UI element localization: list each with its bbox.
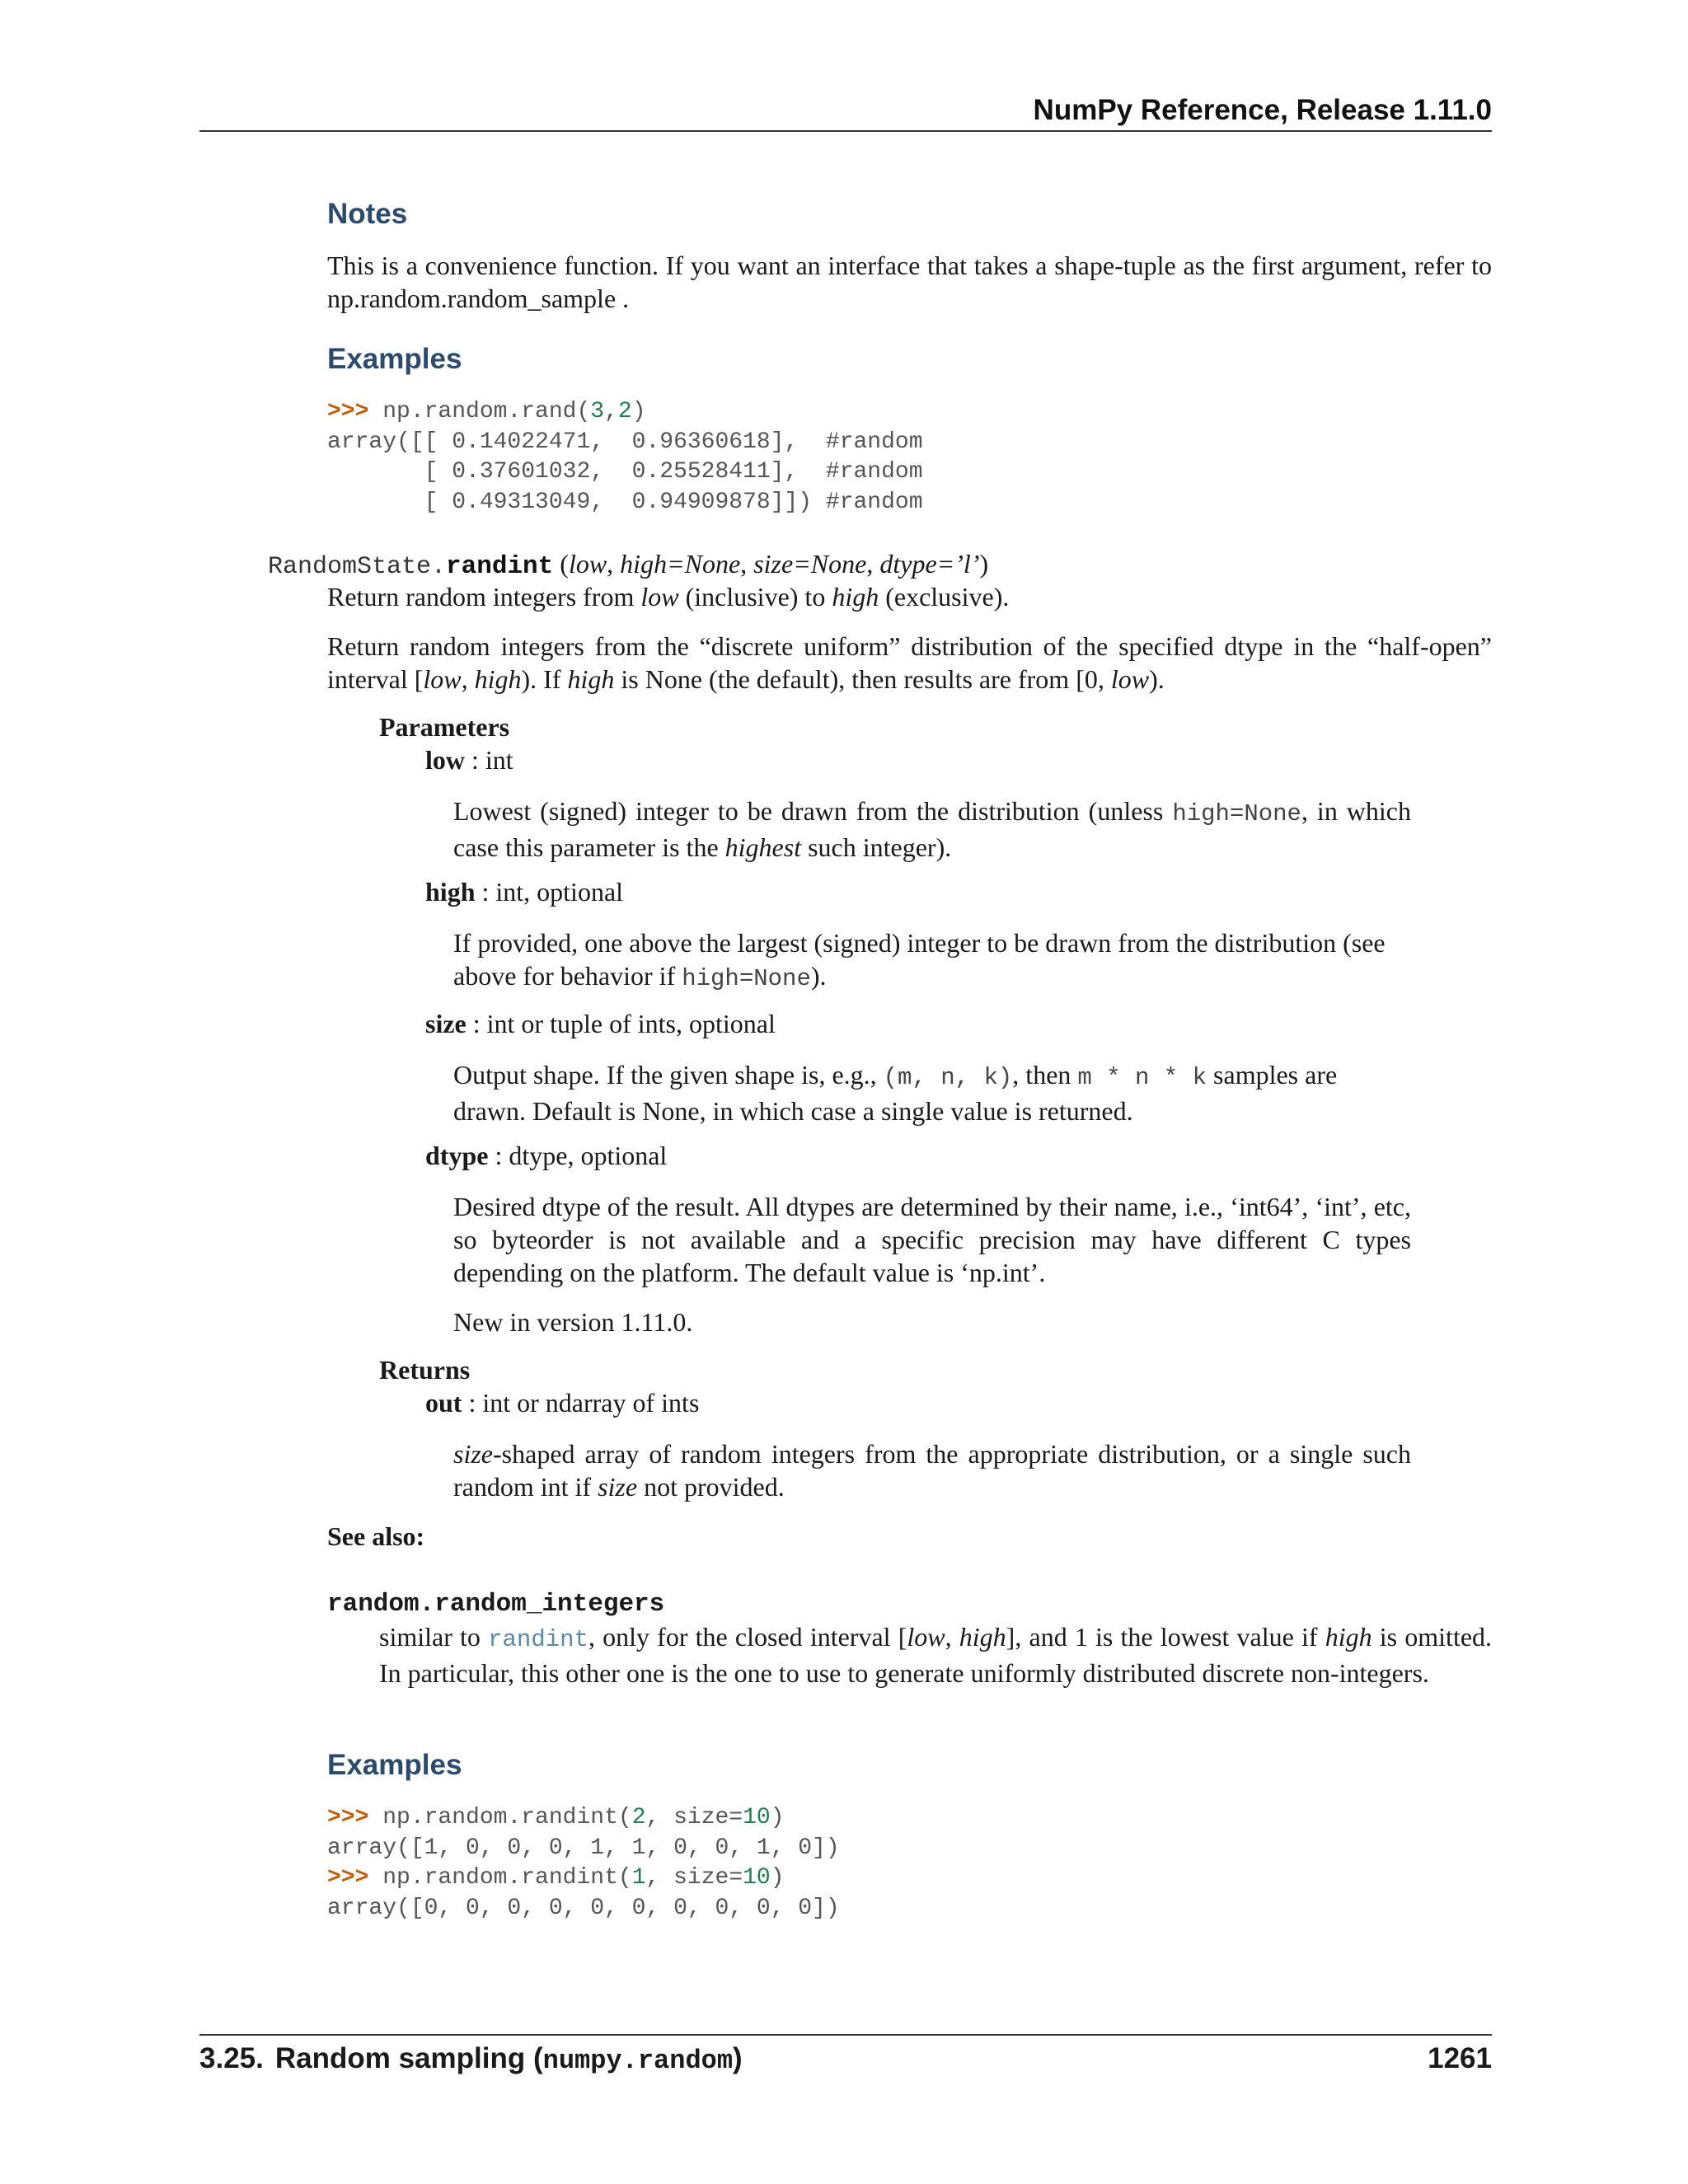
code-text: , size= [645, 1805, 743, 1830]
code-text: , size= [645, 1865, 743, 1891]
text-em: highest [724, 832, 802, 862]
param-name: low [425, 745, 465, 775]
code-text: ) [770, 1805, 785, 1830]
text: Return random integers from [327, 582, 641, 612]
text-em: high [567, 664, 615, 694]
examples-heading: Examples [327, 343, 462, 375]
running-header [199, 89, 1492, 132]
param-type: : int, optional [475, 877, 624, 907]
text-em: low [1110, 664, 1150, 694]
notes-text: This is a convenience function. If you want an interface that takes a shape-tuple as the first argument, refer to np.random.random_sample . [327, 251, 1492, 313]
summary-text [327, 580, 1009, 613]
code-text: ) [770, 1865, 785, 1891]
version-note: New in version 1.11.0. [453, 1307, 693, 1337]
code-text: ) [631, 399, 646, 424]
param-type: : int [465, 745, 513, 775]
text: such integer). [801, 832, 952, 862]
text-em: size [453, 1439, 493, 1469]
text: , only for the closed interval [ [588, 1622, 907, 1652]
text: samples are drawn. Default is None, in which case a single value is returned. [453, 1060, 1338, 1126]
text: , then [1012, 1060, 1078, 1090]
code-prompt: >>> [327, 399, 369, 424]
code-text: np.random.rand( [368, 399, 591, 424]
code-line: array([0, 0, 0, 0, 0, 0, 0, 0, 0, 0]) [327, 1895, 840, 1921]
text: , in which case this parameter is the [453, 796, 1412, 862]
param-low-desc [453, 794, 1411, 864]
code-number: 3 [590, 399, 605, 424]
code-text: np.random.randint( [368, 1865, 632, 1891]
text: Output shape. If the given shape is, e.g., [453, 1060, 884, 1090]
text-em: low [907, 1622, 945, 1652]
text: Return random integers from the “discrete uniform” distribution of the specified dtype in the “half-open” interval [ [327, 631, 1492, 694]
text: ). If [521, 664, 568, 694]
signature-sep: , [740, 549, 754, 579]
section-title: ) [733, 2042, 743, 2074]
text: (exclusive). [879, 582, 1010, 612]
code-prompt: >>> [327, 1865, 369, 1891]
return-out [425, 1388, 699, 1418]
code-line: array([1, 0, 0, 0, 1, 1, 0, 0, 1, 0]) [327, 1835, 840, 1861]
return-name: out [425, 1388, 462, 1418]
code-number: 2 [631, 1805, 646, 1830]
signature-param: size=None [753, 549, 867, 579]
page-number: 1261 [1428, 2042, 1492, 2074]
parameters-heading: Parameters [379, 712, 510, 742]
description-text [327, 630, 1492, 696]
param-high-desc [453, 926, 1411, 996]
code-number: 1 [631, 1865, 646, 1891]
signature-param: low [568, 549, 607, 579]
param-name: dtype [425, 1141, 489, 1170]
text-em: low [423, 664, 462, 694]
inline-code: m * n * k [1077, 1064, 1207, 1091]
param-name: high [425, 877, 476, 907]
function-signature [268, 549, 988, 581]
section-module: numpy.random [542, 2046, 734, 2076]
code-number: 10 [743, 1805, 771, 1830]
code-text: , [604, 399, 618, 424]
param-size-desc [453, 1058, 1411, 1127]
signature-param: dtype=’l’ [879, 549, 980, 579]
code-text: np.random.randint( [368, 1805, 632, 1830]
signature-paren: ) [979, 549, 989, 579]
signature-sep: , [607, 549, 621, 579]
running-footer [199, 2034, 1492, 2076]
notes-heading: Notes [327, 198, 408, 230]
param-type: : int or tuple of ints, optional [466, 1009, 776, 1038]
signature-sep: , [866, 549, 880, 579]
text: similar to [379, 1622, 489, 1652]
code-line: array([[ 0.14022471, 0.96360618], #random [327, 429, 923, 455]
text-em: size [598, 1472, 638, 1502]
inline-code: high=None [1172, 800, 1301, 827]
signature-name: randint [446, 552, 554, 581]
signature-param: high=None [620, 549, 741, 579]
text: is omitted. In particular, this other one is the one to use to generate uniformly distributed discrete non-integers. [379, 1622, 1493, 1688]
see-also-heading: See also: [327, 1521, 425, 1551]
text: , [461, 664, 475, 694]
param-name: size [425, 1009, 467, 1038]
header-title: NumPy Reference, Release 1.11.0 [1033, 94, 1492, 126]
text: is None (the default), then results are from [0, [614, 664, 1111, 694]
section-title: Random sampling ( [274, 2042, 543, 2074]
param-dtype [425, 1141, 667, 1171]
inline-code: high=None [682, 965, 811, 992]
text: ], and 1 is the lowest value if [1006, 1622, 1325, 1652]
examples-heading-2: Examples [327, 1749, 462, 1781]
section-number: 3.25. [199, 2042, 264, 2074]
returns-heading: Returns [379, 1355, 471, 1385]
text: ). [1149, 664, 1165, 694]
code-prompt: >>> [327, 1805, 369, 1830]
return-desc [453, 1437, 1411, 1503]
code-block-rand [327, 397, 923, 518]
text: , [945, 1622, 959, 1652]
text-em: high [832, 582, 879, 612]
text: ). [810, 961, 827, 991]
param-high [425, 877, 623, 907]
text: Lowest (signed) integer to be drawn from the distribution (unless [453, 796, 1173, 826]
text-em: high [959, 1622, 1006, 1652]
text-em: low [640, 582, 679, 612]
text: If provided, one above the largest (signed) integer to be drawn from the distribution (see above for behavior if [453, 928, 1386, 991]
text: not provided. [637, 1472, 785, 1502]
text: -shaped array of random integers from the appropriate distribution, or a single such random int if [453, 1439, 1411, 1502]
code-number: 2 [617, 399, 632, 424]
return-type: : int or ndarray of ints [462, 1388, 700, 1418]
param-dtype-desc: Desired dtype of the result. All dtypes are determined by their name, i.e., ‘int64’, ‘int’, etc, so byteorder is not available and a specific precision may have different C types depending on the platform. The default value is ‘np.int’. [453, 1192, 1411, 1287]
randint-link[interactable]: randint [488, 1626, 588, 1653]
param-low [425, 745, 513, 776]
text-em: high [474, 664, 522, 694]
param-type: : dtype, optional [488, 1141, 668, 1170]
text-em: high [1325, 1622, 1372, 1652]
code-block-randint [327, 1803, 840, 1924]
inline-code: (m, n, k) [883, 1064, 1013, 1091]
see-also-function-name[interactable]: random.random_integers [327, 1590, 665, 1619]
text: (inclusive) to [678, 582, 832, 612]
signature-paren: ( [553, 549, 569, 579]
see-also-function [327, 1587, 664, 1619]
code-line: [ 0.37601032, 0.25528411], #random [327, 459, 923, 485]
see-also-desc [379, 1620, 1492, 1690]
footer-section-title [199, 2042, 743, 2076]
code-line: [ 0.49313049, 0.94909878]]) #random [327, 489, 923, 515]
param-size [425, 1009, 776, 1039]
signature-prefix: RandomState. [268, 553, 447, 581]
code-number: 10 [743, 1865, 771, 1891]
